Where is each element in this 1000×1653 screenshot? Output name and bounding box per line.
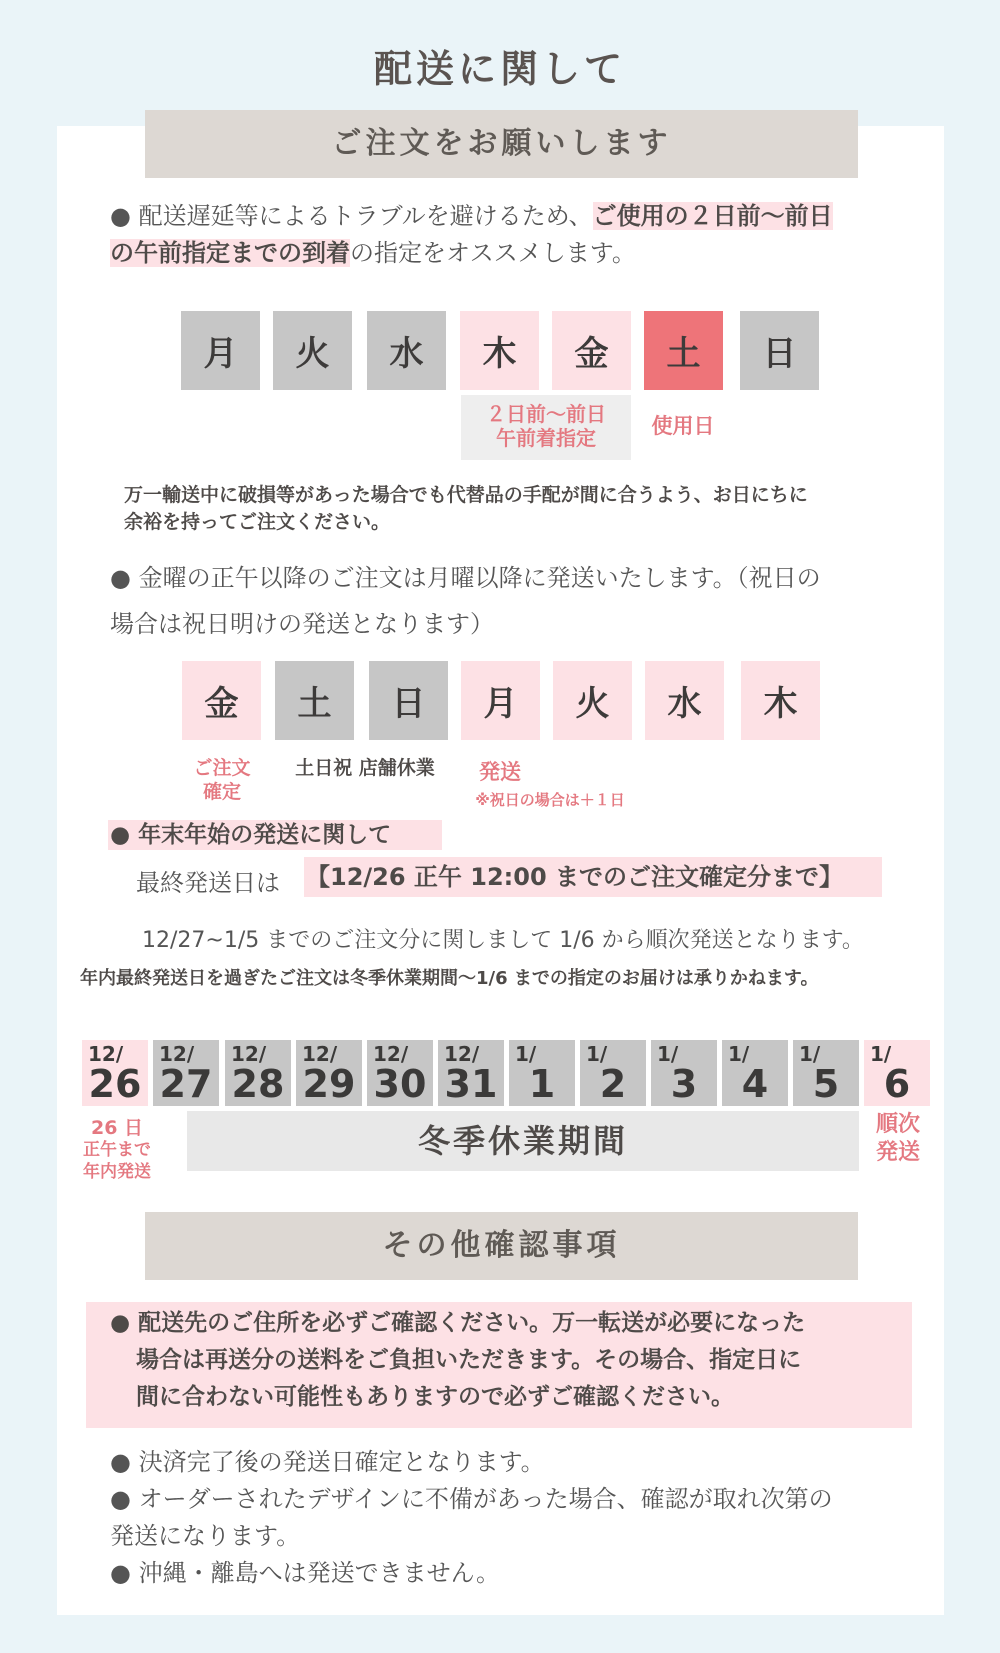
- cal-date: 3: [670, 1062, 698, 1106]
- address-warning-line2: 場合は再送分の送料をご負担いただきます。その場合、指定日に: [136, 1347, 802, 1373]
- cal-date: 31: [444, 1062, 498, 1106]
- final-ship-date: 【12/26 正午 12:00 までのご注文確定分まで】: [304, 857, 882, 897]
- week1-wed: 水: [367, 311, 446, 390]
- cal-day-12-27: [153, 1040, 219, 1106]
- cal-month: 12/: [231, 1042, 267, 1066]
- cal-date: 28: [231, 1062, 285, 1106]
- yearend-line1: 12/27~1/5 までのご注文分に関しまして 1/6 から順次発送となります。: [142, 928, 864, 953]
- friday-note-line2: 場合は祝日明けの発送となります）: [110, 610, 494, 638]
- cal-month: 1/: [586, 1042, 608, 1066]
- list-item: ● 決済完了後の発送日確定となります。: [110, 1448, 545, 1476]
- damage-note-line1: 万一輸送中に破損等があった場合でも代替品の手配が間に合うよう、お日にちに: [124, 484, 808, 506]
- cal-day-1-2: [580, 1040, 646, 1106]
- cal-month: 12/: [88, 1042, 124, 1066]
- cal-month: 1/: [657, 1042, 679, 1066]
- use-day-caption: 使用日: [651, 414, 715, 438]
- week1-thu: 木: [460, 311, 539, 390]
- list-item: ● 沖縄・離島へは発送できません。: [110, 1559, 501, 1587]
- cal-day-12-29: [296, 1040, 362, 1106]
- cal-month: 12/: [373, 1042, 409, 1066]
- cal-date: 4: [741, 1062, 769, 1106]
- cal-date: 27: [159, 1062, 213, 1106]
- cal-date: 26: [88, 1062, 142, 1106]
- cal-left-line3: 年内発送: [83, 1162, 151, 1182]
- cal-month: 12/: [444, 1042, 480, 1066]
- week2-sun: 日: [369, 661, 448, 740]
- other-band: その他確認事項: [145, 1212, 858, 1280]
- para1-highlight-1: ご使用の２日前〜前日: [592, 202, 833, 230]
- cal-date: 29: [302, 1062, 356, 1106]
- cal-day-12-30: [367, 1040, 433, 1106]
- holiday-note-caption: ※祝日の場合は＋１日: [475, 791, 625, 809]
- delivery-recommendation: [110, 198, 833, 272]
- cal-month: 1/: [870, 1042, 892, 1066]
- cal-date: 5: [812, 1062, 840, 1106]
- para1-pre: ● 配送遅延等によるトラブルを避けるため、: [110, 202, 593, 230]
- cal-date: 6: [883, 1062, 911, 1106]
- order-caption-line2: 確定: [202, 781, 241, 803]
- week2-tue: 火: [553, 661, 632, 740]
- cal-right-caption: [858, 1111, 938, 1167]
- winter-closure-label: 冬季休業期間: [187, 1111, 859, 1171]
- cal-day-1-6: [864, 1040, 930, 1106]
- week2-fri: 金: [182, 661, 261, 740]
- cal-day-12-28: [225, 1040, 291, 1106]
- cal-date: 30: [373, 1062, 427, 1106]
- order-caption-line1: ご注文: [193, 757, 251, 779]
- friday-note-line1: ● 金曜の正午以降のご注文は月曜以降に発送いたします。（祝日の: [110, 564, 821, 592]
- damage-note-line2: 余裕を持ってご注文ください。: [124, 511, 391, 533]
- week1-sun: 日: [740, 311, 819, 390]
- cal-left-caption: [72, 1117, 162, 1183]
- order-card: [57, 126, 944, 1180]
- yearend-line2: 年内最終発送日を過ぎたご注文は冬季休業期間〜1/6 までの指定のお届けは承りかねます。: [80, 968, 819, 989]
- order-confirm-caption: [172, 756, 272, 804]
- final-ship-label: 最終発送日は: [136, 869, 280, 897]
- yearend-heading: ● 年末年始の発送に関して: [110, 822, 392, 848]
- cal-month: 12/: [159, 1042, 195, 1066]
- store-closed-caption: 土日祝 店舗休業: [295, 757, 435, 779]
- para1-post: の指定をオススメします。: [350, 239, 636, 267]
- list-item: ● オーダーされたデザインに不備があった場合、確認が取れ次第の: [110, 1485, 833, 1513]
- page-title: 配送に関して: [373, 47, 626, 91]
- address-warning-line3: 間に合わない可能性もありますので必ずご確認ください。: [136, 1384, 734, 1410]
- cal-day-1-4: [722, 1040, 788, 1106]
- week2-mon: 月: [461, 661, 540, 740]
- prior-delivery-caption: [461, 395, 631, 460]
- week2-wed: 水: [645, 661, 724, 740]
- cal-day-1-1: [509, 1040, 575, 1106]
- week1-fri: 金: [552, 311, 631, 390]
- address-warning: [110, 1305, 805, 1416]
- week1-mon: 月: [181, 311, 260, 390]
- para1-highlight-2: の午前指定までの到着: [110, 239, 350, 267]
- list-item-continued: 発送になります。: [110, 1522, 301, 1550]
- cal-right-line2: 発送: [875, 1140, 920, 1165]
- address-warning-line1: ● 配送先のご住所を必ずご確認ください。万一転送が必要になった: [110, 1310, 806, 1336]
- cal-date: 1: [528, 1062, 556, 1106]
- cal-day-12-31: [438, 1040, 504, 1106]
- cal-date: 2: [599, 1062, 627, 1106]
- cal-day-1-3: [651, 1040, 717, 1106]
- other-notes-list: [110, 1444, 833, 1592]
- ship-caption: 発送: [479, 760, 521, 784]
- cal-left-line1: 26 日: [90, 1117, 144, 1139]
- week2-thu: 木: [741, 661, 820, 740]
- cal-month: 12/: [302, 1042, 338, 1066]
- cal-month: 1/: [799, 1042, 821, 1066]
- damage-note: [124, 482, 808, 536]
- week1-tue: 火: [273, 311, 352, 390]
- cal-right-line1: 順次: [875, 1112, 920, 1137]
- cal-month: 1/: [515, 1042, 537, 1066]
- prior-caption-line1: ２日前〜前日: [486, 402, 606, 426]
- week2-sat: 土: [275, 661, 354, 740]
- friday-order-note: [110, 555, 821, 647]
- cal-month: 1/: [728, 1042, 750, 1066]
- week1-sat-use-day: 土: [644, 311, 723, 390]
- cal-day-1-5: [793, 1040, 859, 1106]
- order-band: ご注文をお願いします: [145, 110, 858, 178]
- prior-caption-line2: 午前着指定: [496, 426, 596, 450]
- cal-left-line2: 正午まで: [83, 1140, 151, 1160]
- cal-day-12-26: [82, 1040, 148, 1106]
